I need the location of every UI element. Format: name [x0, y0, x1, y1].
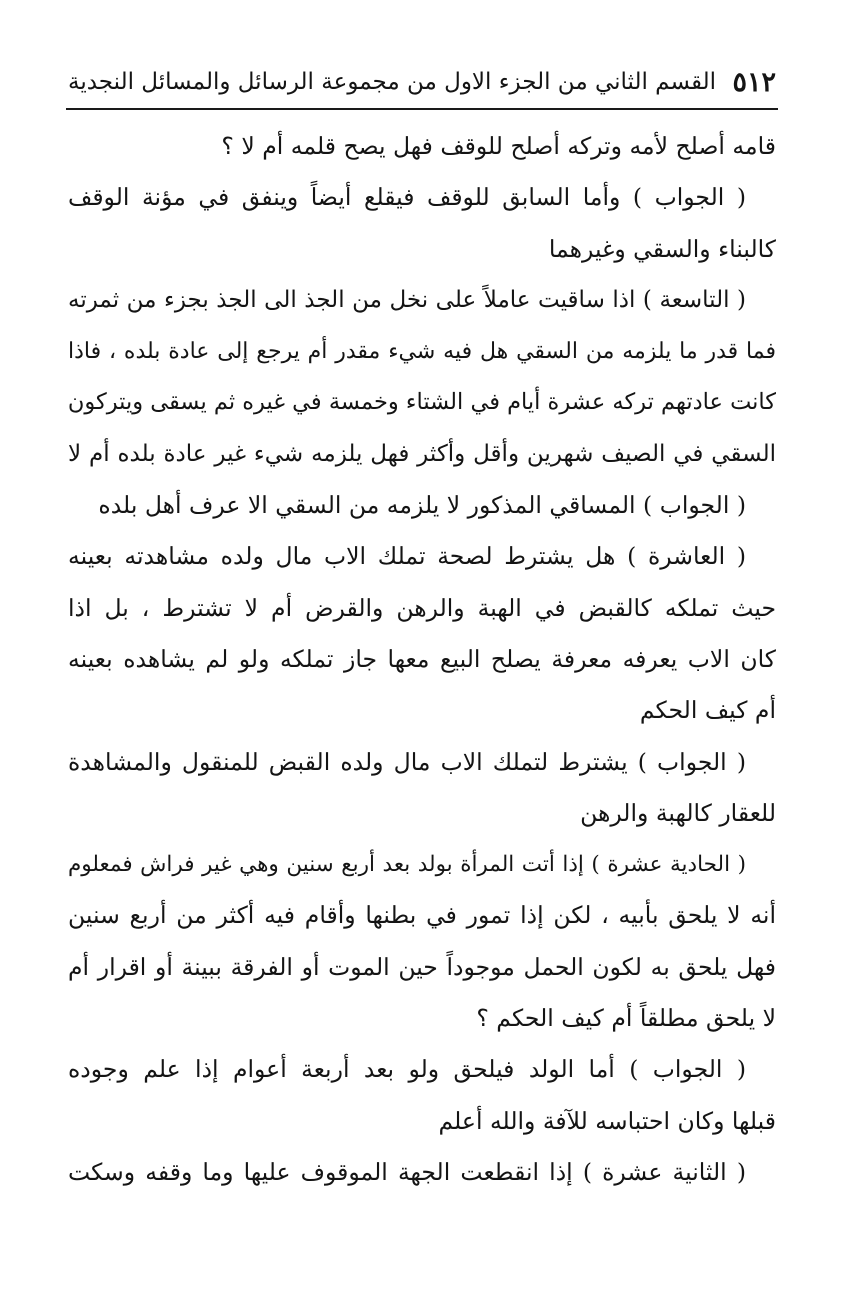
text-line: كانت عادتهم تركه عشرة أيام في الشتاء وخمسة في غيره ثم يسقى ويتركون	[68, 389, 776, 416]
running-title: القسم الثاني من الجزء الاول من مجموعة الرسائل والمسائل النجدية	[68, 69, 717, 95]
text-line: قامه أصلح لأمه وتركه أصلح للوقف فهل يصح قلمه أم لا ؟	[221, 132, 776, 160]
text-body	[68, 121, 776, 1198]
text-line: فما قدر ما يلزمه من السقي هل فيه شيء مقدر أم يرجع إلى عادة بلده ، فاذا	[68, 339, 776, 365]
text-line: ( الحادية عشرة ) إذا أتت المرأة بولد بعد أربع سنين وهي غير فراش فمعلوم	[68, 852, 746, 878]
page-number: ٥١٢	[732, 66, 776, 98]
text-line: كان الاب يعرفه معرفة يصلح البيع معها جاز تملكه ولو لم يشاهده بعينه	[68, 644, 776, 673]
text-line: ( التاسعة ) اذا ساقيت عاملاً على نخل من الجذ الى الجذ بجزء من ثمرته	[68, 286, 746, 313]
text-line: لا يلحق مطلقاً أم كيف الحكم ؟	[476, 1004, 776, 1033]
text-line: فهل يلحق به لكون الحمل موجوداً حين الموت أو الفرقة ببينة أو اقرار أم	[68, 952, 776, 981]
text-line: ( الجواب ) يشترط لتملك الاب مال ولده القبض للمنقول والمشاهدة	[68, 747, 746, 776]
text-line: ( الثانية عشرة ) إذا انقطعت الجهة الموقوف عليها وما وقفه وسكت	[68, 1157, 746, 1186]
text-line: ( العاشرة ) هل يشترط لصحة تملك الاب مال ولده مشاهدته بعينه	[68, 542, 746, 571]
text-line: للعقار كالهبة والرهن	[580, 798, 776, 827]
text-line: ( الجواب ) أما الولد فيلحق ولو بعد أربعة أعوام إذا علم وجوده	[68, 1055, 746, 1084]
header-rule	[66, 108, 778, 110]
running-header	[68, 62, 776, 102]
text-line: أم كيف الحكم	[639, 696, 776, 725]
text-line: ( الجواب ) المساقي المذكور لا يلزمه من السقي الا عرف أهل بلده	[98, 491, 746, 520]
text-line: أنه لا يلحق بأبيه ، لكن إذا تمور في بطنها وأقام فيه أكثر من أربع سنين	[68, 901, 776, 930]
text-line: قبلها وكان احتباسه للآفة والله أعلم	[438, 1106, 776, 1135]
text-line: السقي في الصيف شهرين وأقل وأكثر فهل يلزمه شيء غير عادة بلده أم لا	[68, 440, 776, 467]
text-line: ( الجواب ) وأما السابق للوقف فيقلع أيضاً وينفق في مؤنة الوقف	[68, 183, 746, 212]
text-line: كالبناء والسقي وغيرهما	[548, 234, 776, 263]
text-line: حيث تملكه كالقبض في الهبة والرهن والقرض أم لا تشترط ، بل اذا	[68, 593, 776, 622]
